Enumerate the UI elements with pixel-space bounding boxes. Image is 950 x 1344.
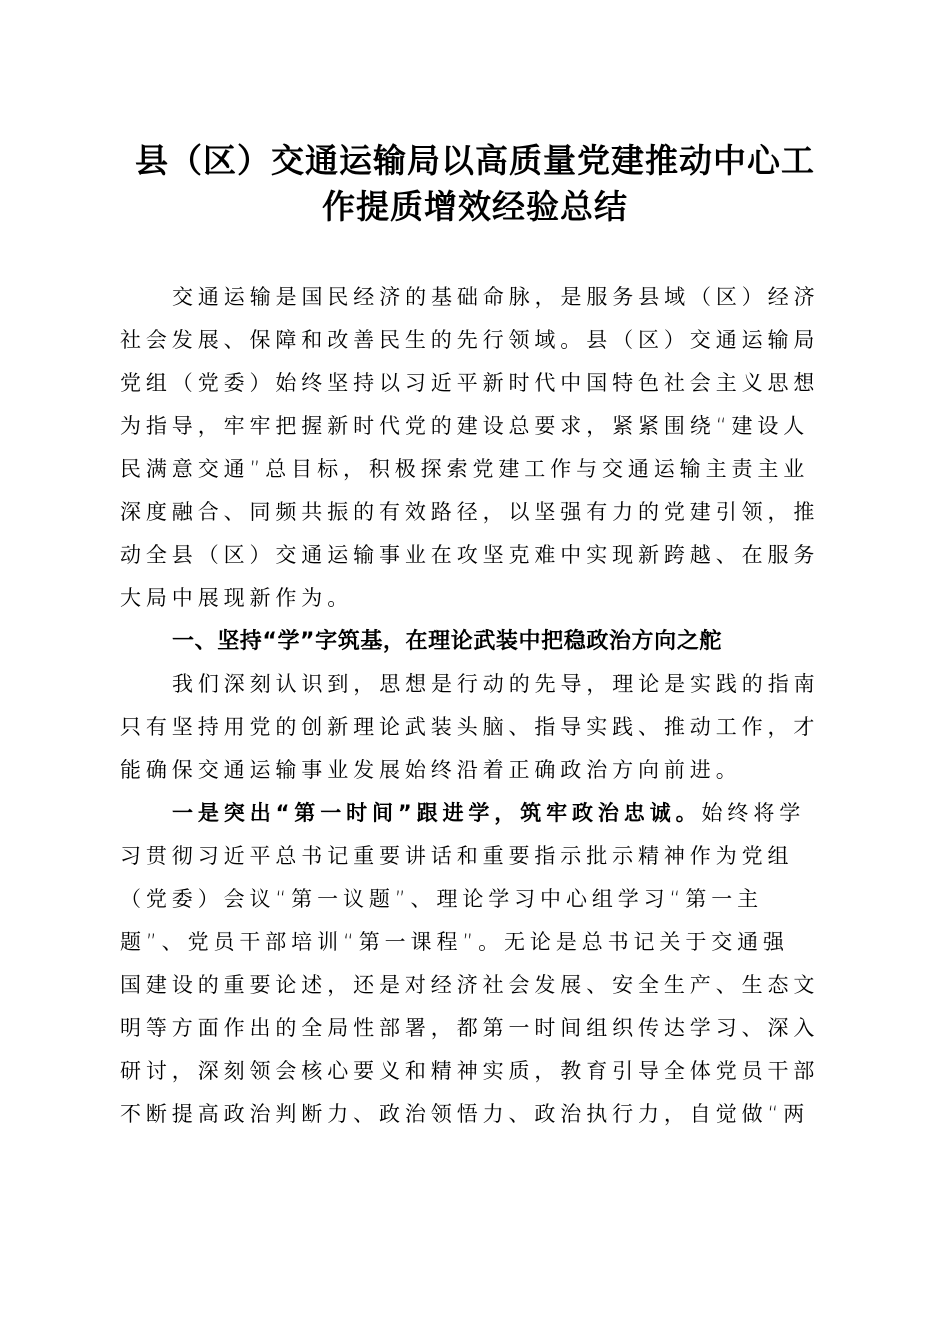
document-body <box>120 276 822 1136</box>
text-line: 交通运输是国民经济的基础命脉，是服务县域（区）经济 <box>172 285 820 309</box>
document-title <box>100 138 850 230</box>
text-line: 我们深刻认识到，思想是行动的先导，理论是实践的指南 <box>172 672 820 696</box>
title-line-2: 作提质增效经验总结 <box>322 187 628 226</box>
lead-sentence: 一是突出“第一时间”跟进学，筑牢政治忠诚。 <box>172 801 702 825</box>
text-line: 深度融合、同频共振的有效路径，以坚强有力的党建引领，推 <box>120 500 820 524</box>
text-line: 习贯彻习近平总书记重要讲话和重要指示批示精神作为党组 <box>120 844 794 868</box>
text-line: 大局中展现新作为。 <box>120 586 354 610</box>
text-line: 党组（党委）始终坚持以习近平新时代中国特色社会主义思想 <box>120 371 820 395</box>
text-line: （党委）会议“第一议题”、理论学习中心组学习“第一主 <box>120 887 764 911</box>
text-line: 社会发展、保障和改善民生的先行领域。县（区）交通运输局 <box>120 328 820 352</box>
section-heading-text: 一、坚持“学”字筑基，在理论武装中把稳政治方向之舵 <box>172 629 722 654</box>
paragraph-section-intro <box>120 663 822 792</box>
text-line: 题”、党员干部培训“第一课程”。无论是总书记关于交通强 <box>120 930 789 954</box>
text-line: 为指导，牢牢把握新时代党的建设总要求，紧紧围绕“建设人 <box>120 414 810 438</box>
text-line: 不断提高政治判断力、政治领悟力、政治执行力，自觉做“两 <box>120 1102 810 1126</box>
paragraph-intro <box>120 276 822 620</box>
lead-line-rest: 始终将学 <box>701 801 806 825</box>
title-line-1: 县（区）交通运输局以高质量党建推动中心工 <box>135 141 815 180</box>
text-line: 国建设的重要论述，还是对经济社会发展、安全生产、生态文 <box>120 973 820 997</box>
paragraph-point-1 <box>120 792 822 1136</box>
text-line: 动全县（区）交通运输事业在攻坚克难中实现新跨越、在服务 <box>120 543 820 567</box>
text-line: 研讨，深刻领会核心要义和精神实质，教育引导全体党员干部 <box>120 1059 820 1083</box>
text-line <box>120 792 822 835</box>
section-heading-1 <box>120 620 822 663</box>
text-line: 明等方面作出的全局性部署，都第一时间组织传达学习、深入 <box>120 1016 820 1040</box>
text-line: 只有坚持用党的创新理论武装头脑、指导实践、推动工作，才 <box>120 715 820 739</box>
text-line: 民满意交通”总目标，积极探索党建工作与交通运输主责主业 <box>120 457 810 481</box>
text-line: 能确保交通运输事业发展始终沿着正确政治方向前进。 <box>120 758 742 782</box>
